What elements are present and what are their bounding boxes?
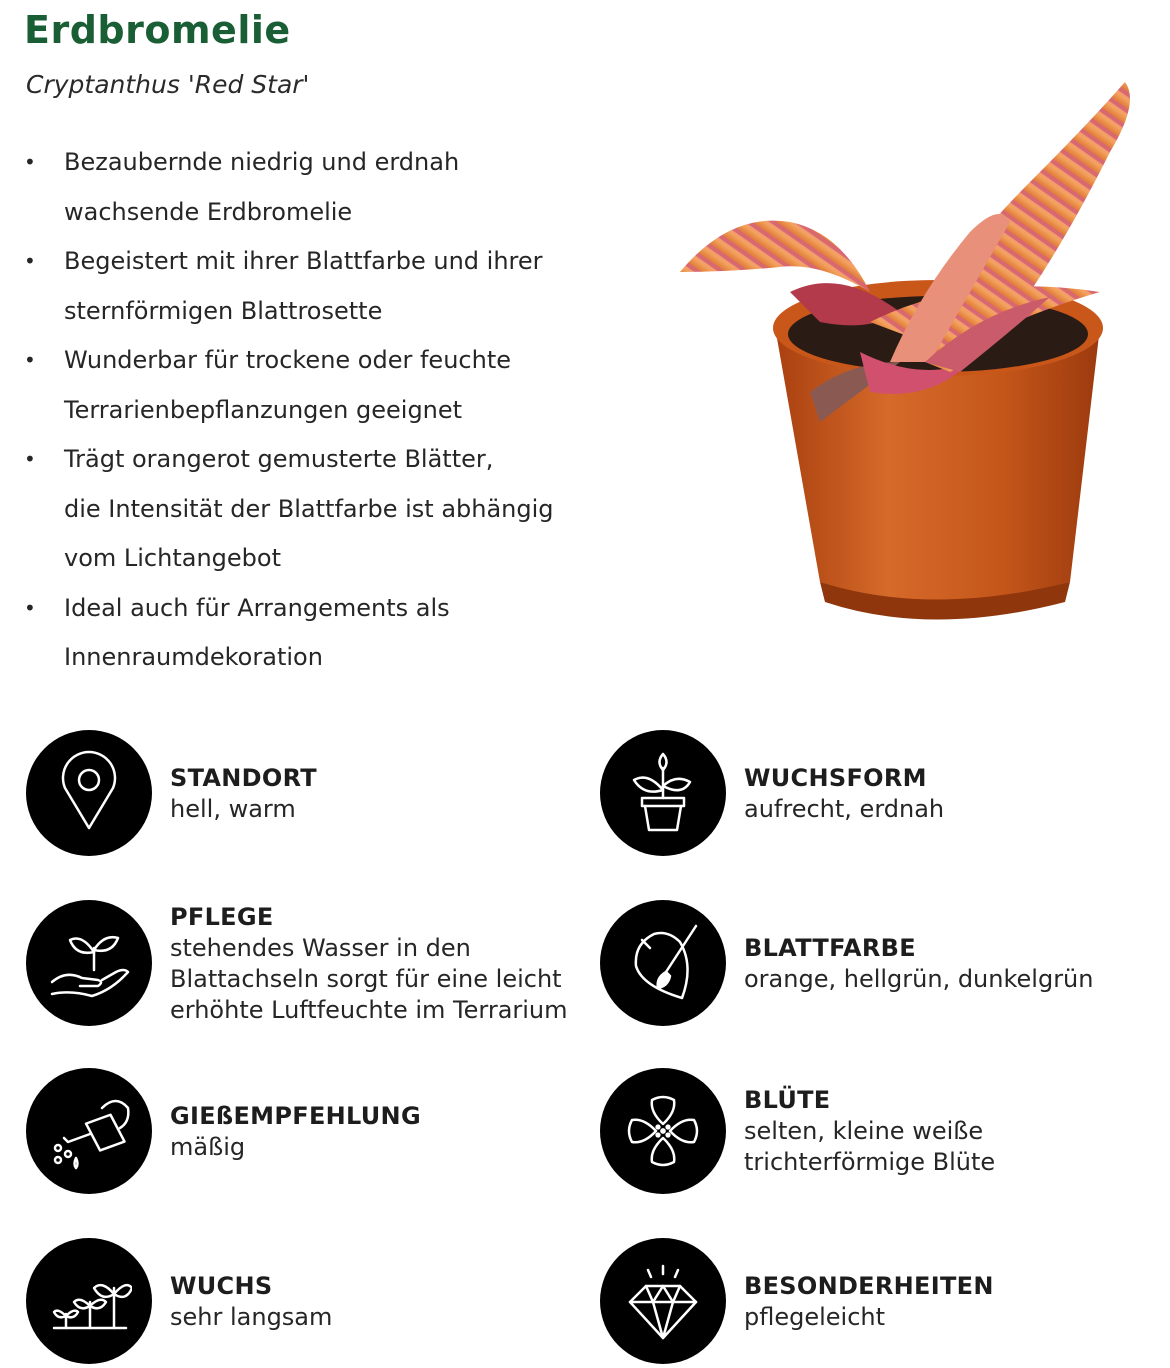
bullet-item (0, 237, 600, 336)
feature-value: stehendes Wasser in den Blattachseln sorgt für eine leicht erhöhte Luftfeuchte im Terrarium (170, 933, 568, 1024)
page-title: Erdbromelie (24, 8, 291, 52)
feature-value: mäßig (170, 1132, 246, 1161)
bullet-text: Ideal auch für Arrangements als Innenraumdekoration (64, 593, 450, 671)
feature-value: aufrecht, erdnah (744, 794, 945, 823)
feature-label: BLATTFARBE (744, 933, 916, 962)
feature-standort (26, 730, 586, 860)
feature-wuchsform (600, 730, 1160, 860)
feature-value: sehr langsam (170, 1302, 333, 1331)
bullet-text: Wunderbar für trockene oder feuchte Terrarienbepflanzungen geeignet (64, 346, 511, 424)
feature-value: pflegeleicht (744, 1302, 886, 1331)
leaf-brush-icon (600, 900, 726, 1026)
hand-seedling-icon (26, 900, 152, 1026)
feature-label: WUCHS (170, 1271, 273, 1300)
bullet-dot: • (24, 150, 36, 174)
feature-bluete (600, 1068, 1160, 1198)
bullet-text: Trägt orangerot gemusterte Blätter, die Intensität der Blattfarbe ist abhängig vom Lichtangebot (64, 445, 554, 572)
bullet-item (0, 138, 600, 237)
feature-label: BESONDERHEITEN (744, 1271, 994, 1300)
feature-label: BLÜTE (744, 1086, 831, 1114)
bullet-dot: • (24, 595, 36, 620)
bullet-dot: • (24, 249, 36, 273)
feature-label: GIEßEMPFEHLUNG (170, 1101, 421, 1130)
feature-bullet-list (0, 138, 600, 683)
diamond-icon (600, 1238, 726, 1364)
flower-icon (600, 1068, 726, 1194)
feature-value: selten, kleine weiße trichterförmige Blüte (744, 1117, 996, 1176)
feature-giessempfehlung (26, 1068, 586, 1198)
botanical-name: Cryptanthus 'Red Star' (26, 70, 310, 99)
feature-pflege (26, 900, 586, 1030)
watering-can-icon (26, 1068, 152, 1194)
bullet-text: Bezaubernde niedrig und erdnah wachsende Erdbromelie (64, 148, 460, 226)
bullet-item (0, 336, 600, 435)
bullet-dot: • (24, 447, 36, 471)
feature-label: PFLEGE (170, 902, 274, 931)
potted-plant-icon (600, 730, 726, 856)
growth-seedlings-icon (26, 1238, 152, 1364)
bullet-item (0, 435, 600, 584)
feature-blattfarbe (600, 900, 1160, 1030)
feature-label: WUCHSFORM (744, 763, 927, 792)
plant-photo (670, 62, 1160, 622)
feature-value: orange, hellgrün, dunkelgrün (744, 964, 1094, 993)
bullet-text: Begeistert mit ihrer Blattfarbe und ihrer sternförmigen Blattrosette (64, 247, 543, 325)
feature-label: STANDORT (170, 763, 317, 792)
feature-value: hell, warm (170, 794, 296, 823)
feature-wuchs (26, 1238, 586, 1368)
location-pin-icon (26, 730, 152, 856)
bullet-dot: • (24, 348, 36, 372)
bullet-item (0, 584, 600, 683)
feature-besonderheiten (600, 1238, 1160, 1368)
